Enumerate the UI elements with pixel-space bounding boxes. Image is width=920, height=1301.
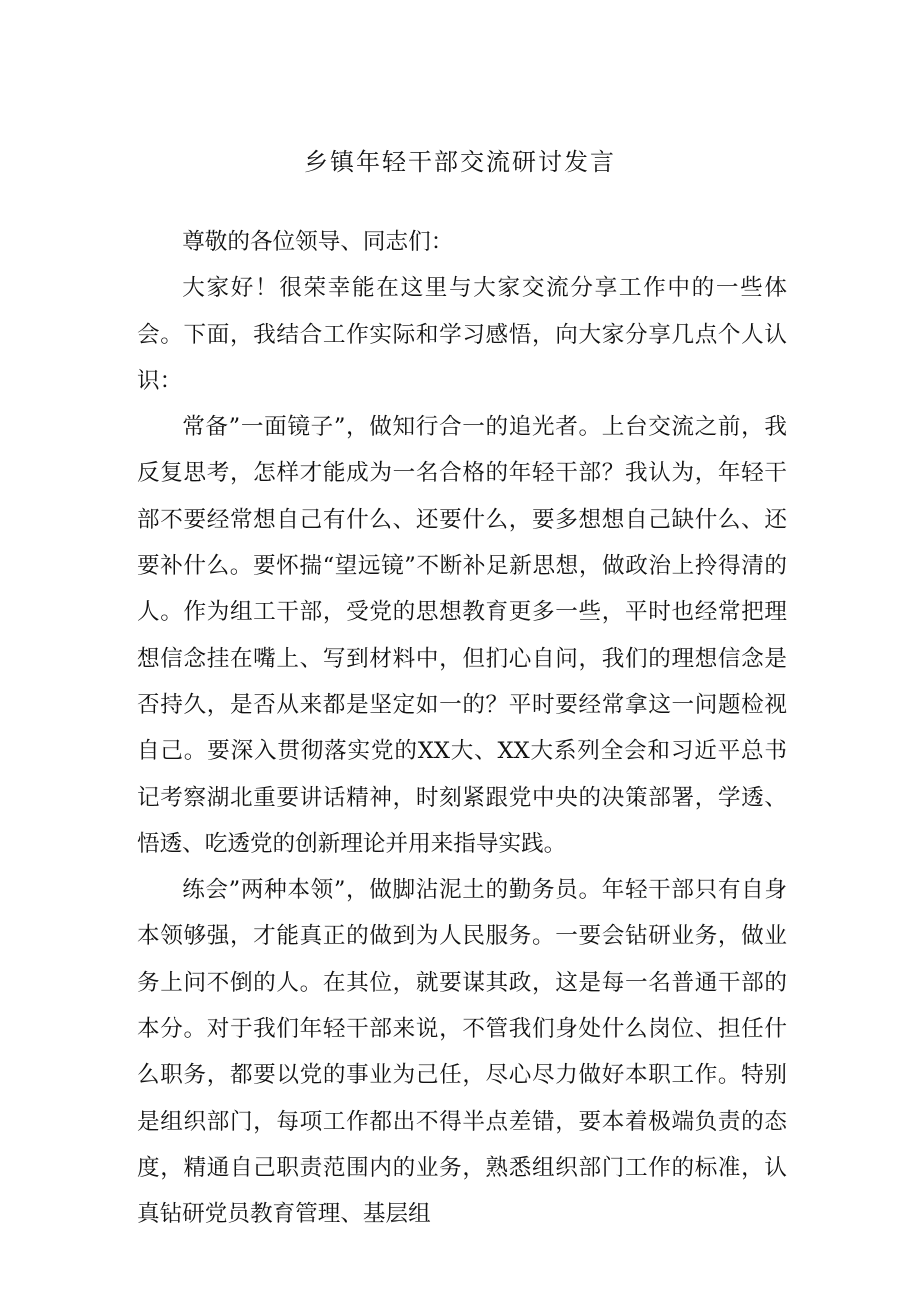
document-body [137, 219, 787, 1238]
paragraph-mirror: 常备”一面镜子”，做知行合一的追光者。上台交流之前，我反复思考，怎样才能成为一名合格的年轻干部？我认为，年轻干部不要经常想自己有什么、还要什么，要多想想自己缺什么、还要补什么。要怀揣“望远镜”不断补足新思想，做政治上拎得清的人。作为组工干部，受党的思想教育更多一些，平时也经常把理想信念挂在嘴上、写到材料中，但扪心自问，我们的理想信念是否持久，是否从来都是坚定如一的？平时要经常拿这一问题检视自己。要深入贯彻落实党的XX大、XX大系列全会和习近平总书记考察湖北重要讲话精神，时刻紧跟党中央的决策部署，学透、悟透、吃透党的创新理论并用来指导实践。 [137, 414, 787, 857]
paragraph-skills: 练会”两种本领”，做脚沾泥土的勤务员。年轻干部只有自身本领够强，才能真正的做到为人民服务。一要会钻研业务，做业务上问不倒的人。在其位，就要谋其政，这是每一名普通干部的本分。对于我们年轻干部来说，不管我们身处什么岗位、担任什么职务，都要以党的事业为己任，尽心尽力做好本职工作。特别是组织部门，每项工作都出不得半点差错，要本着极端负责的态度，精通自己职责范围内的业务，熟悉组织部门工作的标准，认真钻研党员教育管理、基层组 [137, 877, 787, 1228]
document-title: 乡镇年轻干部交流研讨发言 [304, 148, 616, 176]
salutation: 尊敬的各位领导、同志们： [182, 229, 454, 255]
paragraph-intro: 大家好！很荣幸能在这里与大家交流分享工作中的一些体会。下面，我结合工作实际和学习感悟，向大家分享几点个人认识： [137, 275, 787, 394]
